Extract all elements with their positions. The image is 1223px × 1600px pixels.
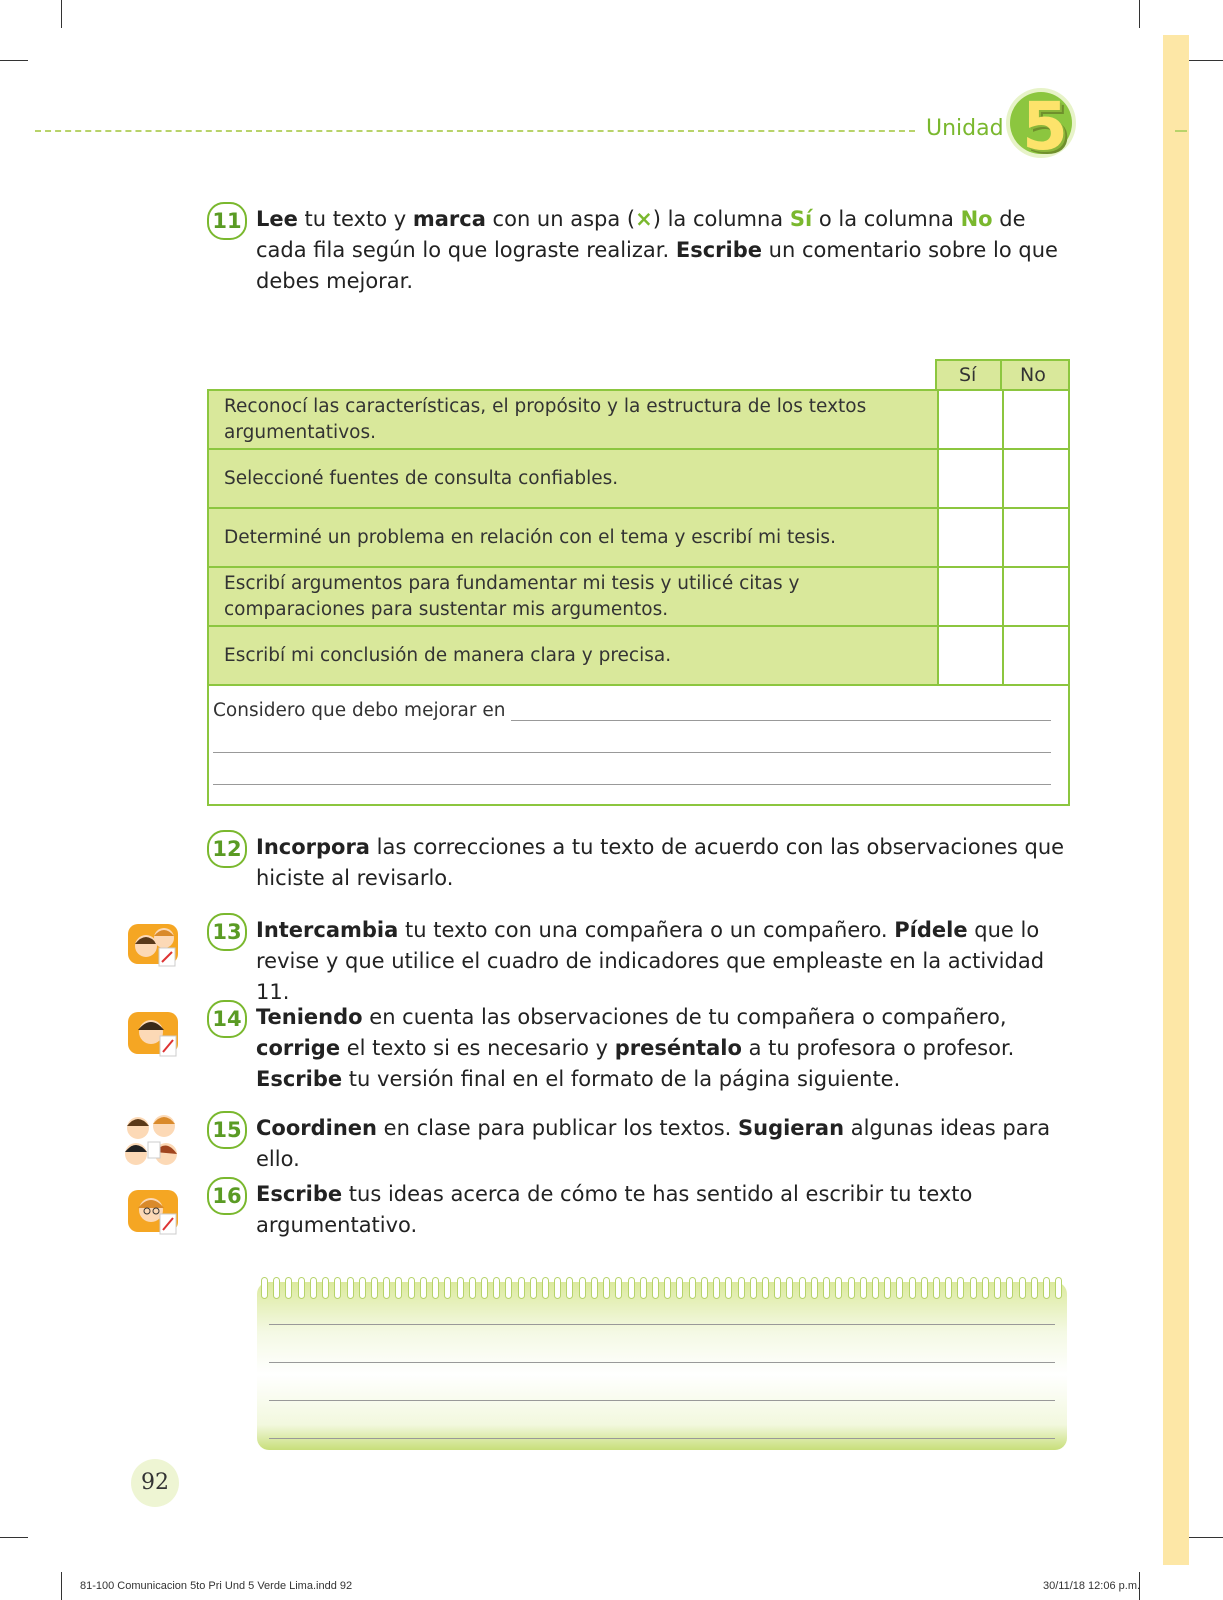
yes-cell[interactable]: [939, 450, 1004, 507]
spiral-ring: [653, 1278, 658, 1298]
writing-line[interactable]: [213, 752, 1051, 753]
unit-label: Unidad: [926, 116, 1004, 141]
spiral-ring: [983, 1278, 988, 1298]
spiral-ring: [824, 1278, 829, 1298]
spiral-ring: [519, 1278, 524, 1298]
activity-instruction: Incorpora las correcciones a tu texto de acuerdo con las observaciones que hiciste al revisarlo.: [256, 835, 1065, 890]
writing-line[interactable]: [511, 720, 1051, 721]
individual-work-icon: [126, 1008, 182, 1060]
spiral-ring: [580, 1278, 585, 1298]
spiral-ring: [702, 1278, 707, 1298]
spiral-ring: [775, 1278, 780, 1298]
spiral-ring: [665, 1278, 670, 1298]
no-cell[interactable]: [1004, 568, 1068, 625]
crop-mark: [61, 0, 62, 28]
activity-instruction: Lee tu texto y marca con un aspa (×) la columna Sí o la columna No de cada fila según lo que lograste realizar. Escribe un comentario sobre lo que debes mejorar.: [256, 207, 1058, 293]
spiral-ring: [787, 1278, 792, 1298]
spiral-ring: [836, 1278, 841, 1298]
writing-line[interactable]: [269, 1400, 1055, 1401]
activity-instruction: Escribe tus ideas acerca de cómo te has sentido al escribir tu texto argumentativo.: [256, 1182, 973, 1237]
spiral-ring: [971, 1278, 976, 1298]
spiral-ring: [897, 1278, 902, 1298]
spiral-ring: [995, 1278, 1000, 1298]
spiral-ring: [958, 1278, 963, 1298]
criterion-text: Escribí mi conclusión de manera clara y precisa.: [224, 644, 672, 666]
spiral-ring: [348, 1278, 353, 1298]
no-cell[interactable]: [1004, 627, 1068, 684]
no-cell[interactable]: [1004, 509, 1068, 566]
writing-line[interactable]: [269, 1438, 1055, 1439]
checklist-row: [209, 507, 1068, 566]
writing-line[interactable]: [213, 784, 1051, 785]
spiral-ring: [311, 1278, 316, 1298]
spiral-ring: [739, 1278, 744, 1298]
spiral-ring: [812, 1278, 817, 1298]
spiral-ring: [726, 1278, 731, 1298]
print-slug-date: 30/11/18 12:06 p.m.: [1043, 1580, 1141, 1592]
activity-number: 14: [207, 1000, 247, 1038]
spiral-ring: [885, 1278, 890, 1298]
spiral-ring: [274, 1278, 279, 1298]
spiral-ring: [861, 1278, 866, 1298]
spiral-ring: [470, 1278, 475, 1298]
spiral-ring: [384, 1278, 389, 1298]
criterion-text: Determiné un problema en relación con el tema y escribí mi tesis.: [224, 526, 836, 548]
header-dashed-line: [35, 130, 915, 132]
spiral-ring: [629, 1278, 634, 1298]
spiral-ring: [677, 1278, 682, 1298]
spiral-ring: [616, 1278, 621, 1298]
column-yes-label: Sí: [959, 364, 977, 386]
checklist-row: [209, 448, 1068, 507]
improvement-label: Considero que debo mejorar en: [213, 700, 506, 721]
criterion-text: Seleccioné fuentes de consulta confiables.: [224, 467, 619, 489]
checklist-table: [207, 389, 1070, 806]
spiral-ring: [372, 1278, 377, 1298]
crop-mark: [61, 1572, 62, 1600]
spiral-ring: [433, 1278, 438, 1298]
spiral-ring: [1056, 1278, 1061, 1298]
side-color-strip: [1163, 35, 1189, 1565]
spiral-ring: [751, 1278, 756, 1298]
spiral-ring: [714, 1278, 719, 1298]
spiral-ring: [567, 1278, 572, 1298]
spiral-ring: [934, 1278, 939, 1298]
page-number: 92: [141, 1470, 169, 1495]
pair-work-icon: [126, 918, 182, 970]
spiral-ring: [421, 1278, 426, 1298]
spiral-ring: [592, 1278, 597, 1298]
crop-mark: [0, 1537, 28, 1538]
spiral-ring: [323, 1278, 328, 1298]
spiral-ring: [494, 1278, 499, 1298]
crop-mark: [1139, 0, 1140, 28]
writing-notepad: [257, 1282, 1067, 1450]
activity-number: 15: [207, 1111, 247, 1149]
checklist-row: [209, 566, 1068, 625]
writing-line[interactable]: [269, 1362, 1055, 1363]
activity-number: 12: [207, 830, 247, 868]
yes-cell[interactable]: [939, 568, 1004, 625]
notepad-spiral: [262, 1278, 1062, 1298]
spiral-ring: [482, 1278, 487, 1298]
column-no-label: No: [1020, 364, 1046, 386]
activity-number: 16: [207, 1177, 247, 1215]
spiral-ring: [396, 1278, 401, 1298]
spiral-ring: [763, 1278, 768, 1298]
print-slug-file: 81-100 Comunicacion 5to Pri Und 5 Verde Lima.indd 92: [80, 1580, 353, 1592]
header-dashed-line-right: [1175, 130, 1187, 132]
spiral-ring: [1044, 1278, 1049, 1298]
activity-instruction: Teniendo en cuenta las observaciones de tu compañera o compañero, corrige el texto si es necesario y preséntalo a tu profesora o profesor. Escribe tu versión final en el formato de la página siguiente.: [256, 1005, 1015, 1091]
spiral-ring: [1007, 1278, 1012, 1298]
spiral-ring: [409, 1278, 414, 1298]
spiral-ring: [849, 1278, 854, 1298]
spiral-ring: [1032, 1278, 1037, 1298]
spiral-ring: [445, 1278, 450, 1298]
writing-line[interactable]: [269, 1324, 1055, 1325]
spiral-ring: [506, 1278, 511, 1298]
checklist-row: [209, 625, 1068, 684]
group-work-icon: [122, 1112, 184, 1170]
no-cell[interactable]: [1004, 391, 1068, 448]
spiral-ring: [946, 1278, 951, 1298]
spiral-ring: [286, 1278, 291, 1298]
spiral-ring: [555, 1278, 560, 1298]
spiral-ring: [604, 1278, 609, 1298]
aspa-symbol: ×: [635, 207, 653, 231]
spiral-ring: [641, 1278, 646, 1298]
spiral-ring: [800, 1278, 805, 1298]
yes-cell[interactable]: [939, 509, 1004, 566]
activity-number: 13: [207, 913, 247, 951]
spiral-ring: [262, 1278, 267, 1298]
checklist-header: [935, 359, 1070, 391]
spiral-ring: [360, 1278, 365, 1298]
individual-work-icon: [126, 1186, 182, 1238]
no-cell[interactable]: [1004, 450, 1068, 507]
spiral-ring: [922, 1278, 927, 1298]
crop-mark: [0, 60, 28, 61]
spiral-ring: [299, 1278, 304, 1298]
spiral-ring: [910, 1278, 915, 1298]
spiral-ring: [335, 1278, 340, 1298]
yes-cell[interactable]: [939, 391, 1004, 448]
yes-cell[interactable]: [939, 627, 1004, 684]
activity-instruction: Coordinen en clase para publicar los textos. Sugieran algunas ideas para ello.: [256, 1116, 1051, 1171]
criterion-text: Escribí argumentos para fundamentar mi tesis y utilicé citas y comparaciones para sustentar mis argumentos.: [224, 572, 800, 620]
spiral-ring: [543, 1278, 548, 1298]
spiral-ring: [531, 1278, 536, 1298]
unit-number: 5: [1022, 88, 1068, 165]
improvement-section: [209, 684, 1068, 804]
spiral-ring: [873, 1278, 878, 1298]
activity-number: 11: [207, 202, 247, 240]
activity-instruction: Intercambia tu texto con una compañera o un compañero. Pídele que lo revise y que utilice el cuadro de indicadores que empleaste en la actividad 11.: [256, 918, 1045, 1004]
spiral-ring: [458, 1278, 463, 1298]
criterion-text: Reconocí las características, el propósito y la estructura de los textos argumentativos.: [224, 395, 867, 443]
spiral-ring: [690, 1278, 695, 1298]
checklist-row: [209, 389, 1068, 448]
spiral-ring: [1020, 1278, 1025, 1298]
